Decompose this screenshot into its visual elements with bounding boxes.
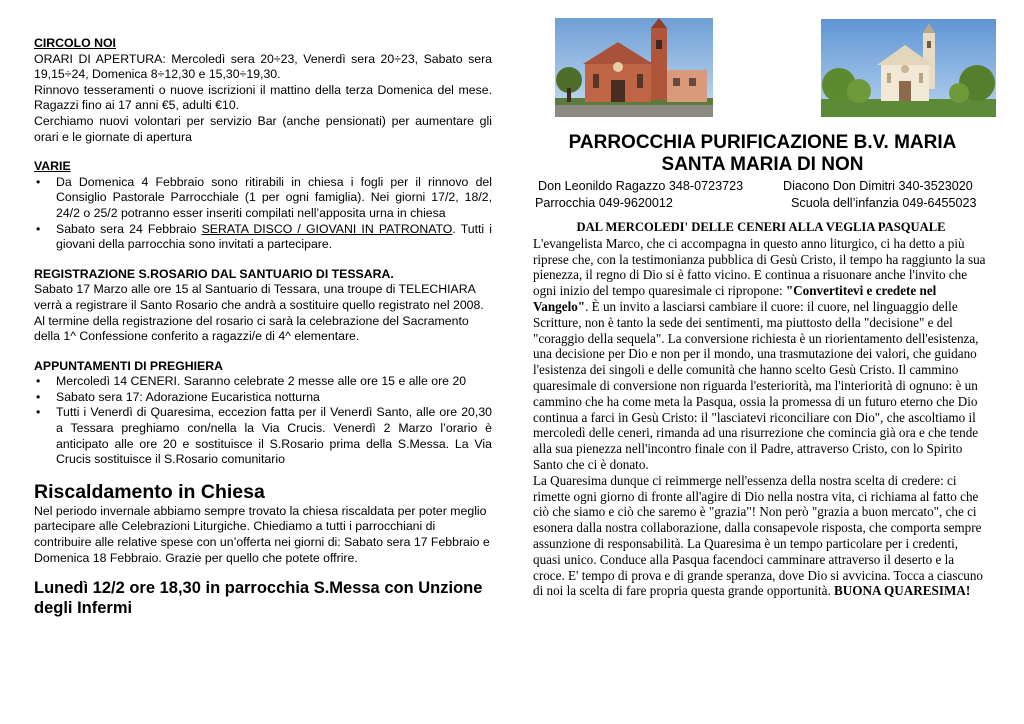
bullet-icon: • xyxy=(36,374,41,389)
unzione-announcement: Lunedì 12/2 ore 18,30 in parrocchia S.Messa con Unzione degli Infermi xyxy=(34,579,483,618)
church-photo-brick xyxy=(555,18,713,117)
contact-parish-priest: Don Leonildo Ragazzo 348-0723723 xyxy=(538,179,744,193)
contact-parish-office: Parrocchia 049-9620012 xyxy=(535,196,673,210)
bullet-icon: • xyxy=(36,405,41,420)
list-item: • Tutti i Venerdì di Quaresima, eccezion fatta per il Venerdì Santo, alle ore 20,30 a Tessara preghiamo con/nella la Via Crucis. Venerdì 2 Marzo l’orario è anticipato alle ore 20 e sostituisce il S.Rosario prima della S.Messa. La Via Crucis sostituisce il S.Rosario comunitario xyxy=(36,405,492,467)
riscaldamento-text: Nel periodo invernale abbiamo sempre trovato la chiesa riscaldata per poter meglio partecipare alle Celebrazioni Liturgiche. Chiediamo a tutti i parrocchiani di contribuire alle relative spese con un’offerta nei giorni di: Sabato sera 17 Febbraio e Domenica 18 Febbraio. Grazie per quello che potete offrire. xyxy=(34,503,490,565)
circolo-title: CIRCOLO NOI xyxy=(34,36,116,50)
preghiera-title: APPUNTAMENTI DI PREGHIERA xyxy=(34,358,224,373)
article-paragraph-2: La Quaresima dunque ci reimmerge nell'essenza della nostra scelta di credere: ci rimette ogni giorno di fronte all'agire di Dio nella nostra vita, ci richiama al fatto che ciò che siamo e ciò che saremo è "grazia"! Non però "grazia a buon mercato", che ci esonera dalla nostra collaborazione, dalla consapevole risposta, che comporta sempre assunzione di responsabilità. La Quaresima è un tempo particolare per i credenti, quasi unico. Conduce alla Pasqua facendoci camminare attraverso il deserto e la croce. E' tempo di prova e di grande speranza, dove Dio si avvicina. Tocca a ciascuno di noi la scelta di fare propria questa grande opportunità. BUONA QUARESIMA! xyxy=(533,472,983,599)
contact-kindergarten: Scuola dell’infanzia 049-6455023 xyxy=(791,196,977,210)
church-photo-white xyxy=(821,19,996,117)
list-item: • Sabato sera 24 Febbraio SERATA DISCO / GIOVANI IN PATRONATO. Tutti i giovani della parrocchia sono invitati a partecipare. xyxy=(36,221,493,252)
parish-subtitle: SANTA MARIA DI NON xyxy=(661,154,864,175)
bullet-icon: • xyxy=(36,174,41,189)
lent-article xyxy=(533,220,989,599)
article-paragraph-1: L'evangelista Marco, che ci accompagna in questo anno liturgico, ci ha detto a più riprese che, con la testimonianza pubblica di Gesù Cristo, il tempo ha raggiunto la sua pienezza, il regno di Dio si è fatto vicino. E continua a risuonare anche l'invito che ogni inizio del tempo quaresimale ci ripropone: "Convertitevi e credete nel Vangelo". È un invito a lasciarsi cambiare il cuore: il cuore, nel linguaggio delle Scritture, non è tanto la sede dei sentimenti, ma piuttosto della "decisione" e del "coraggio della sequela". La conversione richiesta è un riorientamento dell'esistenza, una decisione per Dio e non per il mondo, una trasmutazione dei valori, che guidano l'esistenza dei singoli e delle comunità che hanno scelto Gesù Cristo. Il cammino quaresimale di conversione non riguarda l'esteriorità, ma l'interiorità di ognuno: è un cammino che ha come meta la Pasqua, ossia la promessa di un futuro eterno che Dio continua a farci in Gesù Cristo: il "lasciatevi riconciliare con Dio", che ascoltiamo il mercoledì delle ceneri, rimanda ad una risurrezione che comincia già ora e che tende alla sua pienezza nell'incontro finale con il Padre, attraverso Cristo, con lo Spirito Santo che ci è donato. xyxy=(533,235,986,472)
article-heading: DAL MERCOLEDI' DELLE CENERI ALLA VEGLIA PASQUALE xyxy=(576,220,946,234)
bullet-icon: • xyxy=(36,389,41,404)
varie-list xyxy=(34,175,492,253)
contact-deacon: Diacono Don Dimitri 340-3523020 xyxy=(783,179,973,193)
circolo-membership: Rinnovo tesseramenti o nuove iscrizioni il mattino della terza Domenica del mese. Ragazzi fino ai 17 anni €5, adulti €10. xyxy=(34,82,492,113)
preghiera-list xyxy=(34,374,492,468)
bullet-icon: • xyxy=(36,221,41,236)
article-closing: BUONA QUARESIMA! xyxy=(834,583,971,599)
serata-disco-link: SERATA DISCO / GIOVANI IN PATRONATO xyxy=(201,221,453,236)
rosario-title: REGISTRAZIONE S.ROSARIO DAL SANTUARIO DI TESSARA. xyxy=(34,266,394,281)
circolo-hours: ORARI DI APERTURA: Mercoledì sera 20÷23, Venerdì sera 20÷23, Sabato sera 19,15÷24, Domenica 8÷12,30 e 15,30÷19,30. xyxy=(34,51,492,82)
list-item: • Sabato sera 17: Adorazione Eucaristica notturna xyxy=(36,389,320,404)
list-item: • Da Domenica 4 Febbraio sono ritirabili in chiesa i fogli per il rinnovo del Consiglio Pastorale Parrocchiale (1 per ogni famiglia). Nei giorni 17/2, 18/2, 24/2 o 25/2 potranno esser inseriti compilati nell’apposita urna in chiesa xyxy=(36,174,492,220)
parish-title: PARROCCHIA PURIFICAZIONE B.V. MARIA xyxy=(568,132,957,153)
rosario-text: Sabato 17 Marzo alle ore 15 al Santuario di Tessara, una troupe di TELECHIARA verrà a registrare il Santo Rosario che andrà a sostituire quello registrato nel 2008. Al termine della registrazione del rosario ci sarà la celebrazione del Sacramento della 1^ Confessione conferito a ragazzi/e di 4^ elementare. xyxy=(34,282,484,344)
circolo-volunteers: Cerchiamo nuovi volontari per servizio Bar (anche pensionati) per aumentare gli orari e le giornate di apertura xyxy=(34,113,492,144)
list-item: • Mercoledì 14 CENERI. Saranno celebrate 2 messe alle ore 15 e alle ore 20 xyxy=(36,374,467,389)
varie-title: VARIE xyxy=(34,159,71,174)
riscaldamento-title: Riscaldamento in Chiesa xyxy=(34,480,265,503)
left-column xyxy=(34,36,492,618)
